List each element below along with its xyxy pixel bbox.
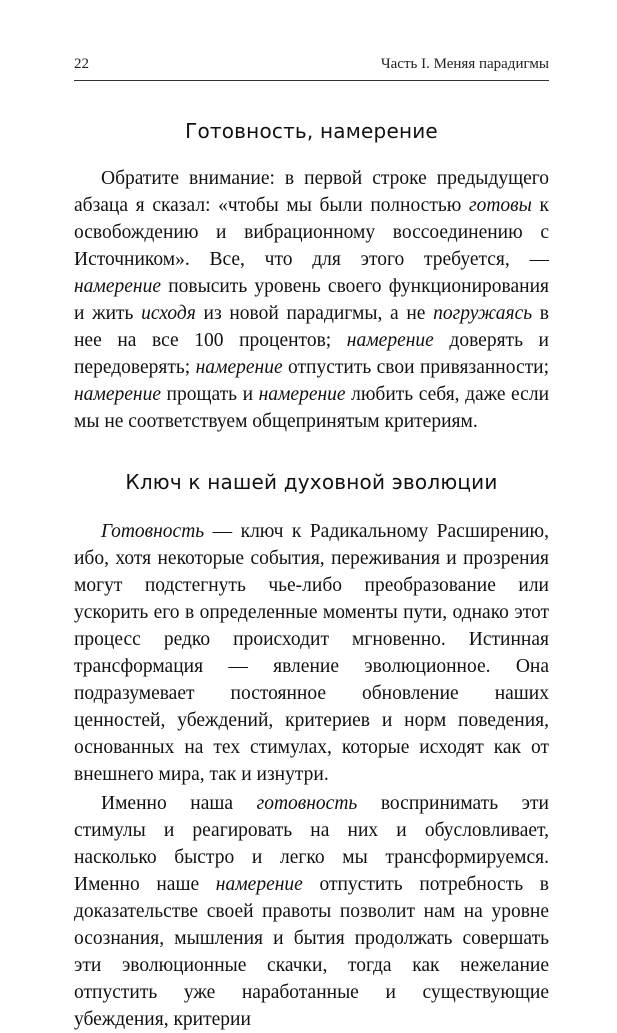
italic-run: намерение: [258, 384, 346, 405]
italic-run: готовность: [256, 793, 358, 814]
italic-run: намерение: [74, 276, 162, 297]
text-run: Именно наша: [101, 793, 257, 814]
text-run: повысить уровень своего функционирования и жить: [74, 276, 549, 324]
running-title: Часть I. Меняя парадигмы: [380, 56, 549, 72]
running-header: [74, 56, 549, 73]
text-run: отпустить свои привязанности;: [282, 357, 549, 378]
text-run: в нее на все 100 процентов;: [74, 303, 549, 351]
page-body: [74, 104, 549, 1033]
paragraph-intention: [74, 165, 549, 435]
italic-run: намерение: [74, 384, 162, 405]
paragraph-readiness-key: [74, 518, 549, 788]
text-run: к освобождению и вибрационному воссоединению с Источником». Все, что для этого требуется, —: [74, 195, 549, 270]
italic-run: исходя: [141, 303, 196, 324]
section-heading-spiritual-evolution: Ключ к нашей духовной эволюции: [125, 470, 498, 494]
section-heading-readiness-intention: Готовность, намерение: [185, 119, 438, 143]
italic-run: Готовность: [101, 521, 205, 542]
paragraph-transformation: [74, 790, 549, 1033]
text-run: любить себя, даже если мы не соответствуем общепринятым критериям.: [74, 384, 550, 432]
italic-run: погружаясь: [433, 303, 533, 324]
text-run: прощать и: [161, 384, 259, 405]
text-run: доверять и передоверять;: [74, 330, 549, 378]
text-run: отпустить потребность в доказательстве своей правоты позволит нам на уровне осознания, мышления и бытия продолжать совершать эти эволюционные скачки, тогда как нежелание отпустить уже наработанные и существующие убеждения, критерии: [74, 874, 549, 1030]
header-rule: [74, 80, 549, 81]
text-run: воспринимать эти стимулы и реагировать на них и обусловливает, насколько быстро и легко мы трансформируемся. Именно наше: [74, 793, 549, 895]
italic-run: намерение: [195, 357, 283, 378]
text-run: Обратите внимание: в первой строке предыдущего абзаца я сказал: «чтобы мы были полностью: [74, 168, 549, 216]
italic-run: намерение: [346, 330, 434, 351]
text-run: из новой парадигмы, а не: [195, 303, 434, 324]
page-number: 22: [74, 56, 89, 72]
italic-run: готовы: [468, 195, 532, 216]
italic-run: намерение: [215, 874, 303, 895]
text-run: — ключ к Радикальному Расширению, ибо, хотя некоторые события, переживания и прозрения могут подстегнуть чье-либо преобразование или ускорить его в определенные моменты пути, однако этот процесс редко происходит мгновенно. Истинная трансформация — явление эволюционное. Она подразумевает постоянное обновление наших ценностей, убеждений, критериев и норм поведения, основанных на тех стимулах, которые исходят как от внешнего мира, так и изнутри.: [74, 521, 549, 785]
